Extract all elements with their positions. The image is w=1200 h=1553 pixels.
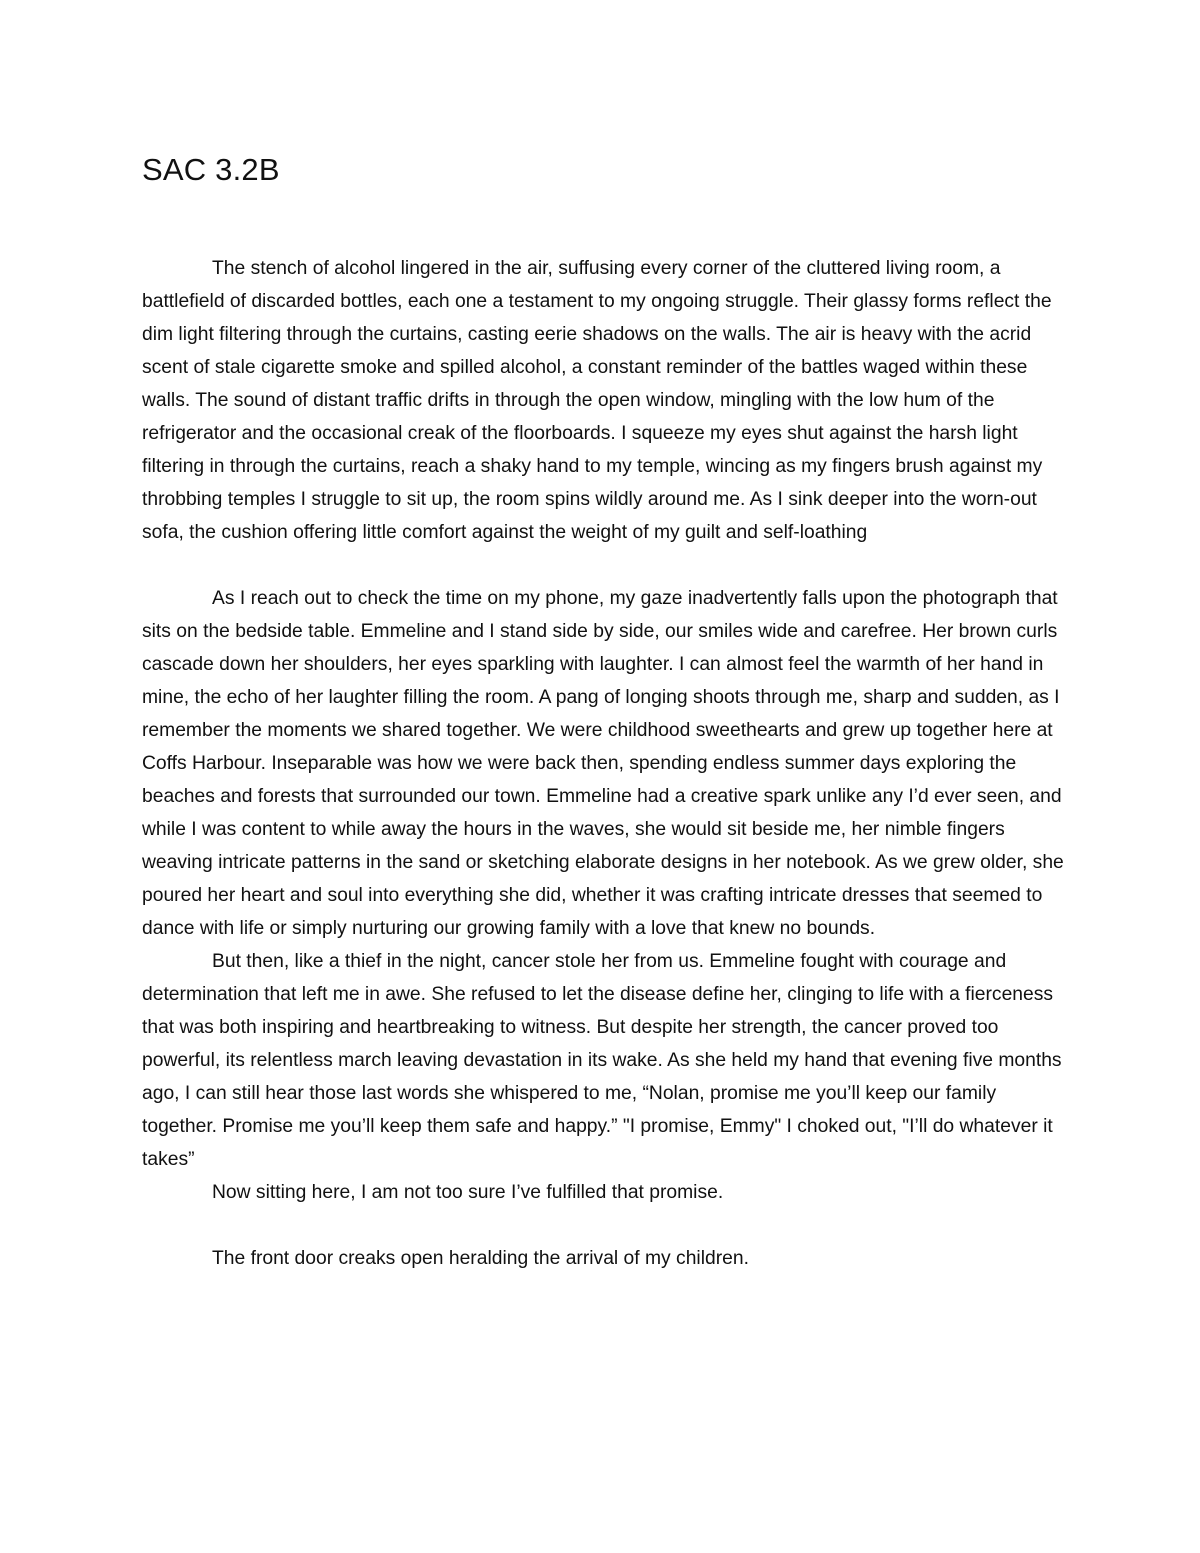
paragraph-5: The front door creaks open heralding the arrival of my children. [212,1248,749,1269]
paragraph-spacer [142,1209,1072,1242]
document-title: SAC 3.2B [142,152,280,187]
paragraph-4: Now sitting here, I am not too sure I’ve fulfilled that promise. [212,1182,724,1203]
paragraph-1: The stench of alcohol lingered in the air, suffusing every corner of the cluttered living room, a battlefield of discarded bottles, each one a testament to my ongoing struggle. Their glassy forms reflect the dim light filtering through the curtains, casting eerie shadows on the walls. The air is heavy with the acrid scent of stale cigarette smoke and spilled alcohol, a constant reminder of the battles waged within these walls. The sound of distant traffic drifts in through the open window, mingling with the low hum of the refrigerator and the occasional creak of the floorboards. I squeeze my eyes shut against the harsh light filtering in through the curtains, reach a shaky hand to my temple, wincing as my fingers brush against my throbbing temples I struggle to sit up, the room spins wildly around me. As I sink deeper into the worn-out sofa, the cushion offering little comfort against the weight of my guilt and self-loathing [142,258,1052,543]
document-body [142,252,1072,1275]
paragraph-2: As I reach out to check the time on my phone, my gaze inadvertently falls upon the photograph that sits on the bedside table. Emmeline and I stand side by side, our smiles wide and carefree. Her brown curls cascade down her shoulders, her eyes sparkling with laughter. I can almost feel the warmth of her hand in mine, the echo of her laughter filling the room. A pang of longing shoots through me, sharp and sudden, as I remember the moments we shared together. We were childhood sweethearts and grew up together here at Coffs Harbour. Inseparable was how we were back then, spending endless summer days exploring the beaches and forests that surrounded our town. Emmeline had a creative spark unlike any I’d ever seen, and while I was content to while away the hours in the waves, she would sit beside me, her nimble fingers weaving intricate patterns in the sand or sketching elaborate designs in her notebook. As we grew older, she poured her heart and soul into everything she did, whether it was crafting intricate dresses that seemed to dance with life or simply nurturing our growing family with a love that knew no bounds. [142,588,1064,939]
paragraph-spacer [142,549,1072,582]
paragraph-3: But then, like a thief in the night, cancer stole her from us. Emmeline fought with courage and determination that left me in awe. She refused to let the disease define her, clinging to life with a fierceness that was both inspiring and heartbreaking to witness. But despite her strength, the cancer proved too powerful, its relentless march leaving devastation in its wake. As she held my hand that evening five months ago, I can still hear those last words she whispered to me, “Nolan, promise me you’ll keep our family together. Promise me you’ll keep them safe and happy.” "I promise, Emmy" I choked out, "I’ll do whatever it takes” [142,951,1062,1170]
